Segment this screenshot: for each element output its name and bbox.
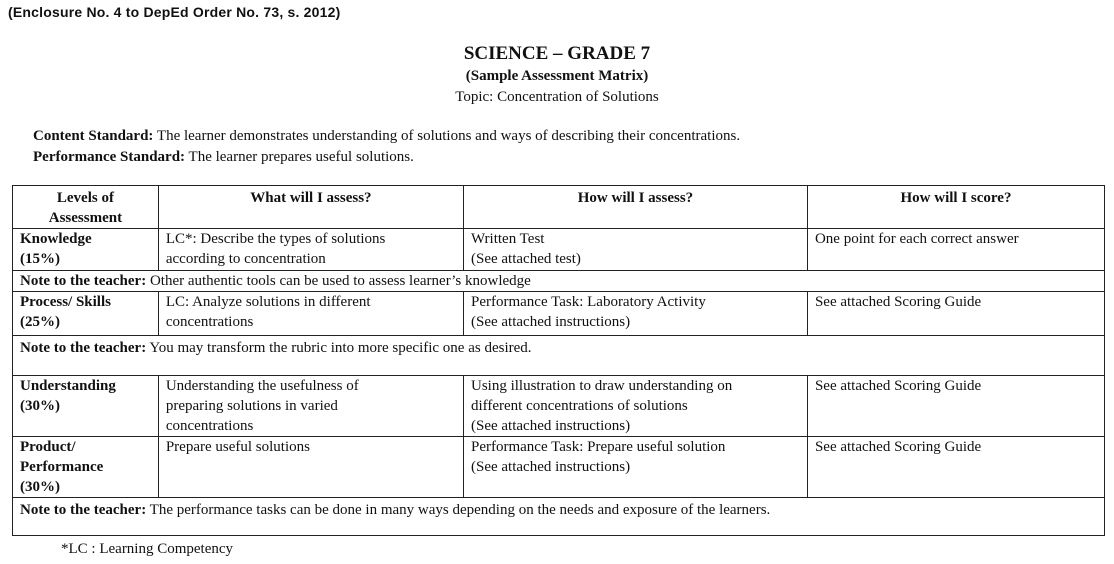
level-knowledge xyxy=(13,229,159,271)
content-standard-text: The learner demonstrates understanding of solutions and ways of describing their concentrations. xyxy=(153,128,741,144)
document-subtitle: (Sample Assessment Matrix) xyxy=(465,68,649,84)
level-understanding xyxy=(13,376,159,437)
how-product xyxy=(463,437,807,498)
how-process xyxy=(463,292,807,336)
level-product-name: Product/ xyxy=(20,439,76,455)
enclosure-reference: (Enclosure No. 4 to DepEd Order No. 73, s. 2012) xyxy=(8,4,341,20)
how-knowledge xyxy=(463,229,807,271)
content-standard-label: Content Standard: xyxy=(33,128,154,144)
what-understanding-line3: concentrations xyxy=(165,418,254,434)
footnote-lc: *LC : Learning Competency xyxy=(61,541,234,557)
what-process-line1: LC: Analyze solutions in different xyxy=(165,294,371,310)
assessment-matrix-table xyxy=(12,185,1105,536)
score-understanding: See attached Scoring Guide xyxy=(807,376,1104,437)
note-row-2 xyxy=(13,336,1105,376)
level-process-name: Process/ Skills xyxy=(20,294,111,310)
table-row-knowledge xyxy=(13,229,1105,271)
header-levels xyxy=(13,186,159,229)
how-understanding-line3: (See attached instructions) xyxy=(470,418,631,434)
how-knowledge-line1: Written Test xyxy=(470,231,545,247)
level-process-weight: (25%) xyxy=(20,314,60,330)
level-knowledge-name: Knowledge xyxy=(20,231,92,247)
performance-standard-text: The learner prepares useful solutions. xyxy=(185,149,414,165)
how-knowledge-line2: (See attached test) xyxy=(470,251,581,267)
what-understanding-line1: Understanding the usefulness of xyxy=(165,378,359,394)
level-understanding-name: Understanding xyxy=(20,378,116,394)
how-product-line2: (See attached instructions) xyxy=(470,459,631,475)
how-understanding xyxy=(463,376,807,437)
note-3 xyxy=(13,498,1105,536)
header-what: What will I assess? xyxy=(158,186,463,229)
note-2 xyxy=(13,336,1105,376)
how-process-line2: (See attached instructions) xyxy=(470,314,631,330)
note-row-3 xyxy=(13,498,1105,536)
how-understanding-line1: Using illustration to draw understanding on xyxy=(470,378,733,394)
score-product: See attached Scoring Guide xyxy=(807,437,1104,498)
what-knowledge-line1: LC*: Describe the types of solutions xyxy=(165,231,386,247)
table-header-row xyxy=(13,186,1105,229)
level-product-name-2: Performance xyxy=(20,459,104,475)
how-product-line1: Performance Task: Prepare useful solution xyxy=(470,439,726,455)
document-title: SCIENCE – GRADE 7 xyxy=(463,43,651,64)
note-2-text: You may transform the rubric into more specific one as desired. xyxy=(146,340,532,356)
note-3-label: Note to the teacher: xyxy=(20,502,147,518)
note-1-text: Other authentic tools can be used to assess learner’s knowledge xyxy=(146,273,531,289)
table-row-process-skills xyxy=(13,292,1105,336)
performance-standard xyxy=(33,149,414,166)
header-how: How will I assess? xyxy=(463,186,807,229)
score-process: See attached Scoring Guide xyxy=(807,292,1104,336)
performance-standard-label: Performance Standard: xyxy=(33,149,186,165)
level-product-performance xyxy=(13,437,159,498)
note-1-label: Note to the teacher: xyxy=(20,273,147,289)
what-process-line2: concentrations xyxy=(165,314,254,330)
note-2-label: Note to the teacher: xyxy=(20,340,147,356)
what-understanding-line2: preparing solutions in varied xyxy=(165,398,338,414)
note-row-1 xyxy=(13,271,1105,292)
score-knowledge: One point for each correct answer xyxy=(807,229,1104,271)
what-understanding xyxy=(158,376,463,437)
header-score: How will I score? xyxy=(807,186,1104,229)
level-knowledge-weight: (15%) xyxy=(20,251,60,267)
level-product-weight: (30%) xyxy=(20,479,60,495)
how-process-line1: Performance Task: Laboratory Activity xyxy=(470,294,706,310)
document-topic: Topic: Concentration of Solutions xyxy=(455,89,659,105)
what-knowledge-line2: according to concentration xyxy=(165,251,326,267)
content-standard xyxy=(33,128,740,145)
note-1 xyxy=(13,271,1105,292)
what-product: Prepare useful solutions xyxy=(158,437,463,498)
level-process-skills xyxy=(13,292,159,336)
how-understanding-line2: different concentrations of solutions xyxy=(470,398,688,414)
table-row-understanding xyxy=(13,376,1105,437)
header-levels-line1: Levels of xyxy=(56,190,114,206)
what-process xyxy=(158,292,463,336)
level-understanding-weight: (30%) xyxy=(20,398,60,414)
header-levels-line2: Assessment xyxy=(48,210,123,226)
what-knowledge xyxy=(158,229,463,271)
table-row-product-performance xyxy=(13,437,1105,498)
note-3-text: The performance tasks can be done in many ways depending on the needs and exposure of the learners. xyxy=(146,502,771,518)
